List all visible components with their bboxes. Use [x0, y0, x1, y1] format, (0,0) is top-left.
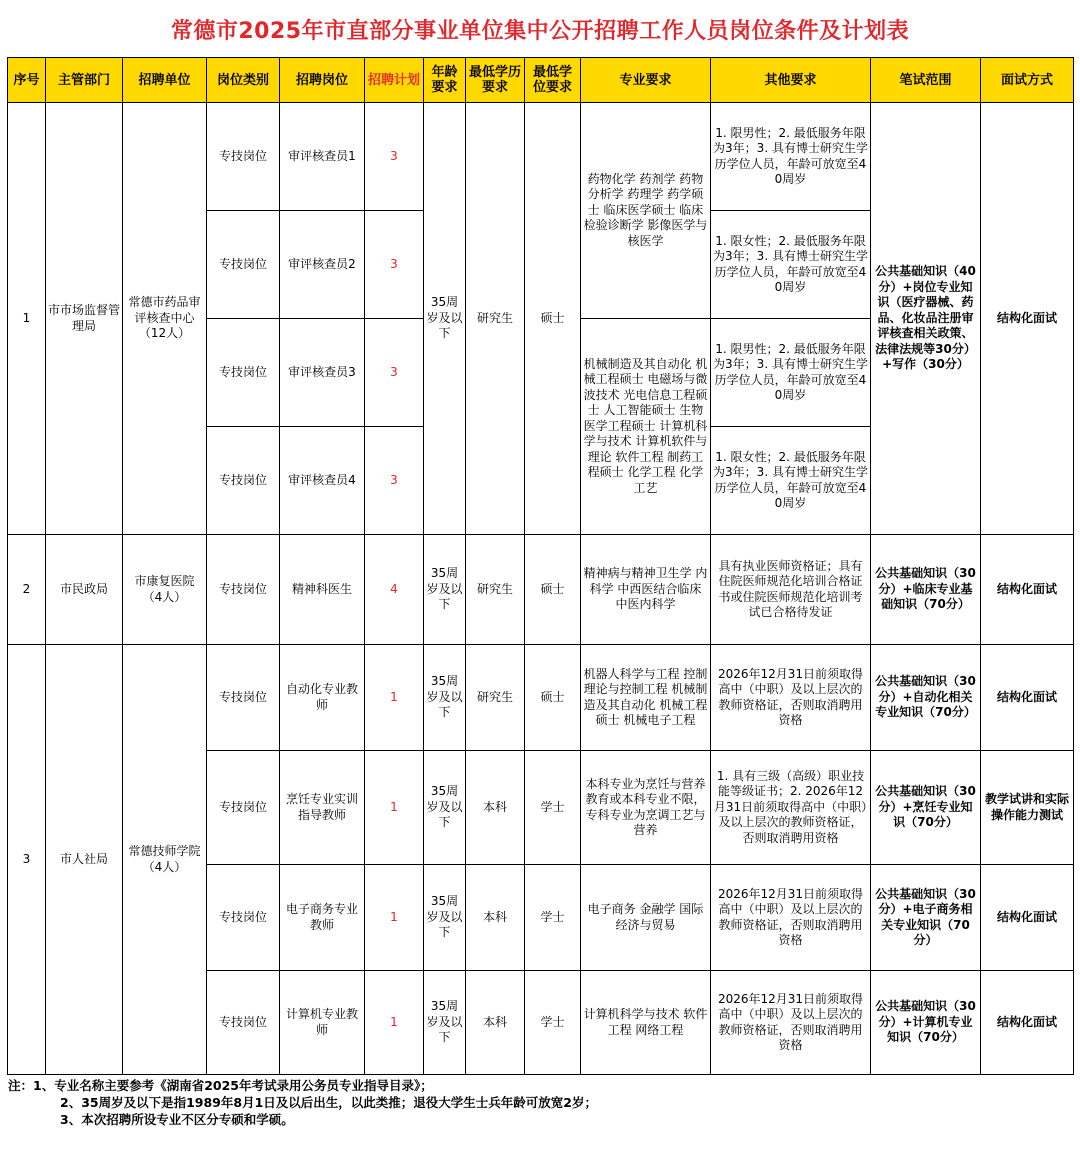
other-cell: 1. 限女性；2. 最低服务年限为3年；3. 具有博士研究生学历学位人员，年龄可放宽至40周岁: [711, 427, 871, 535]
exam-cell: 公共基础知识（30分）+电子商务相关专业知识（70分）: [871, 865, 981, 971]
plan-cell: 3: [365, 319, 424, 427]
exam-cell: 公共基础知识（30分）+烹饪专业知识（70分）: [871, 751, 981, 865]
type-cell: 专技岗位: [207, 865, 280, 971]
header-exam: 笔试范围: [871, 58, 981, 103]
interview-cell: 教学试讲和实际操作能力测试: [981, 751, 1074, 865]
post-cell: 审评核查员2: [280, 211, 365, 319]
degree-cell: 硕士: [525, 535, 581, 645]
plan-cell: 3: [365, 103, 424, 211]
exam-cell: 公共基础知识（30分）+临床专业基础知识（70分）: [871, 535, 981, 645]
header-seq: 序号: [8, 58, 46, 103]
header-dept: 主管部门: [46, 58, 123, 103]
degree-cell: 硕士: [525, 103, 581, 535]
age-cell: 35周岁及以下: [424, 751, 466, 865]
degree-cell: 硕士: [525, 645, 581, 751]
edu-cell: 研究生: [466, 103, 525, 535]
header-type: 岗位类别: [207, 58, 280, 103]
degree-cell: 学士: [525, 751, 581, 865]
type-cell: 专技岗位: [207, 645, 280, 751]
unit-cell: 常德市药品审评核查中心（12人）: [123, 103, 207, 535]
table-header-row: [8, 58, 1074, 103]
age-cell: 35周岁及以下: [424, 971, 466, 1075]
edu-cell: 研究生: [466, 645, 525, 751]
header-other: 其他要求: [711, 58, 871, 103]
post-cell: 自动化专业教师: [280, 645, 365, 751]
header-unit: 招聘单位: [123, 58, 207, 103]
header-age: 年龄要求: [424, 58, 466, 103]
post-cell: 审评核查员1: [280, 103, 365, 211]
other-cell: 2026年12月31日前须取得高中（中职）及以上层次的教师资格证，否则取消聘用资格: [711, 971, 871, 1075]
other-cell: 2026年12月31日前须取得高中（中职）及以上层次的教师资格证，否则取消聘用资格: [711, 865, 871, 971]
other-cell: 1. 限男性；2. 最低服务年限为3年；3. 具有博士研究生学历学位人员，年龄可放宽至40周岁: [711, 319, 871, 427]
dept-cell: 市市场监督管理局: [46, 103, 123, 535]
page-title: 常德市2025年市直部分事业单位集中公开招聘工作人员岗位条件及计划表: [170, 19, 910, 44]
dept-cell: 市民政局: [46, 535, 123, 645]
other-cell: 1. 具有三级（高级）职业技能等级证书；2. 2026年12月31日前须取得高中（中职）及以上层次的教师资格证，否则取消聘用资格: [711, 751, 871, 865]
plan-cell: 3: [365, 427, 424, 535]
post-cell: 电子商务专业教师: [280, 865, 365, 971]
plan-cell: 1: [365, 971, 424, 1075]
type-cell: 专技岗位: [207, 103, 280, 211]
plan-cell: 4: [365, 535, 424, 645]
interview-cell: 结构化面试: [981, 865, 1074, 971]
recruitment-table: [7, 57, 1074, 1075]
edu-cell: 本科: [466, 751, 525, 865]
header-major: 专业要求: [581, 58, 711, 103]
header-plan: 招聘计划: [365, 58, 424, 103]
major-cell: 电子商务 金融学 国际经济与贸易: [581, 865, 711, 971]
post-cell: 审评核查员4: [280, 427, 365, 535]
major-cell: 机器人科学与工程 控制理论与控制工程 机械制造及其自动化 机械工程硕士 机械电子工程: [581, 645, 711, 751]
unit-cell: 市康复医院（4人）: [123, 535, 207, 645]
interview-cell: 结构化面试: [981, 971, 1074, 1075]
other-cell: 1. 限女性；2. 最低服务年限为3年；3. 具有博士研究生学历学位人员，年龄可放宽至40周岁: [711, 211, 871, 319]
plan-cell: 1: [365, 751, 424, 865]
interview-cell: 结构化面试: [981, 645, 1074, 751]
age-cell: 35周岁及以下: [424, 103, 466, 535]
type-cell: 专技岗位: [207, 427, 280, 535]
edu-cell: 本科: [466, 865, 525, 971]
interview-cell: 结构化面试: [981, 103, 1074, 535]
exam-cell: 公共基础知识（30分）+计算机专业知识（70分）: [871, 971, 981, 1075]
unit-cell: 常德技师学院（4人）: [123, 645, 207, 1075]
plan-cell: 3: [365, 211, 424, 319]
footnote-2: 2、35周岁及以下是指1989年8月1日及以后出生，以此类推；退役大学生士兵年龄可放宽2岁；: [60, 1095, 597, 1110]
post-cell: 审评核查员3: [280, 319, 365, 427]
footnote-1: 注：1、专业名称主要参考《湖南省2025年考试录用公务员专业指导目录》；: [8, 1078, 433, 1093]
major-cell: 计算机科学与技术 软件工程 网络工程: [581, 971, 711, 1075]
type-cell: 专技岗位: [207, 751, 280, 865]
major-cell: 机械制造及其自动化 机械工程硕士 电磁场与微波技术 光电信息工程硕士 人工智能硕士 生物医学工程硕士 计算机科学与技术 计算机软件与理论 软件工程 制药工程硕士 化学工程 化学工艺: [581, 319, 711, 535]
header-edu: 最低学历要求: [466, 58, 525, 103]
age-cell: 35周岁及以下: [424, 865, 466, 971]
seq-cell: 1: [8, 103, 46, 535]
major-cell: 本科专业为烹饪与营养教育或本科专业不限，专科专业为烹调工艺与营养: [581, 751, 711, 865]
header-interview: 面试方式: [981, 58, 1074, 103]
other-cell: 1. 限男性；2. 最低服务年限为3年；3. 具有博士研究生学历学位人员，年龄可放宽至40周岁: [711, 103, 871, 211]
type-cell: 专技岗位: [207, 971, 280, 1075]
degree-cell: 学士: [525, 971, 581, 1075]
type-cell: 专技岗位: [207, 211, 280, 319]
degree-cell: 学士: [525, 865, 581, 971]
post-cell: 精神科医生: [280, 535, 365, 645]
table-row: [8, 535, 1074, 645]
header-post: 招聘岗位: [280, 58, 365, 103]
age-cell: 35周岁及以下: [424, 535, 466, 645]
post-cell: 计算机专业教师: [280, 971, 365, 1075]
plan-cell: 1: [365, 865, 424, 971]
seq-cell: 2: [8, 535, 46, 645]
other-cell: 具有执业医师资格证；具有住院医师规范化培训合格证书或住院医师规范化培训考试已合格待发证: [711, 535, 871, 645]
major-cell: 精神病与精神卫生学 内科学 中西医结合临床 中医内科学: [581, 535, 711, 645]
age-cell: 35周岁及以下: [424, 645, 466, 751]
table-row: [8, 645, 1074, 751]
table-row: [8, 103, 1074, 211]
type-cell: 专技岗位: [207, 535, 280, 645]
exam-cell: 公共基础知识（30分）+自动化相关专业知识（70分）: [871, 645, 981, 751]
exam-cell: 公共基础知识（40分）+岗位专业知识（医疗器械、药品、化妆品注册审评核查相关政策、法律法规等30分）+写作（30分）: [871, 103, 981, 535]
plan-cell: 1: [365, 645, 424, 751]
edu-cell: 本科: [466, 971, 525, 1075]
major-cell: 药物化学 药剂学 药物分析学 药理学 药学硕士 临床医学硕士 临床检验诊断学 影像医学与核医学: [581, 103, 711, 319]
dept-cell: 市人社局: [46, 645, 123, 1075]
edu-cell: 研究生: [466, 535, 525, 645]
header-degree: 最低学位要求: [525, 58, 581, 103]
footnotes: [8, 1077, 1072, 1128]
footnote-3: 3、本次招聘所设专业不区分专硕和学硕。: [60, 1112, 294, 1127]
interview-cell: 结构化面试: [981, 535, 1074, 645]
post-cell: 烹饪专业实训指导教师: [280, 751, 365, 865]
type-cell: 专技岗位: [207, 319, 280, 427]
seq-cell: 3: [8, 645, 46, 1075]
other-cell: 2026年12月31日前须取得高中（中职）及以上层次的教师资格证，否则取消聘用资格: [711, 645, 871, 751]
